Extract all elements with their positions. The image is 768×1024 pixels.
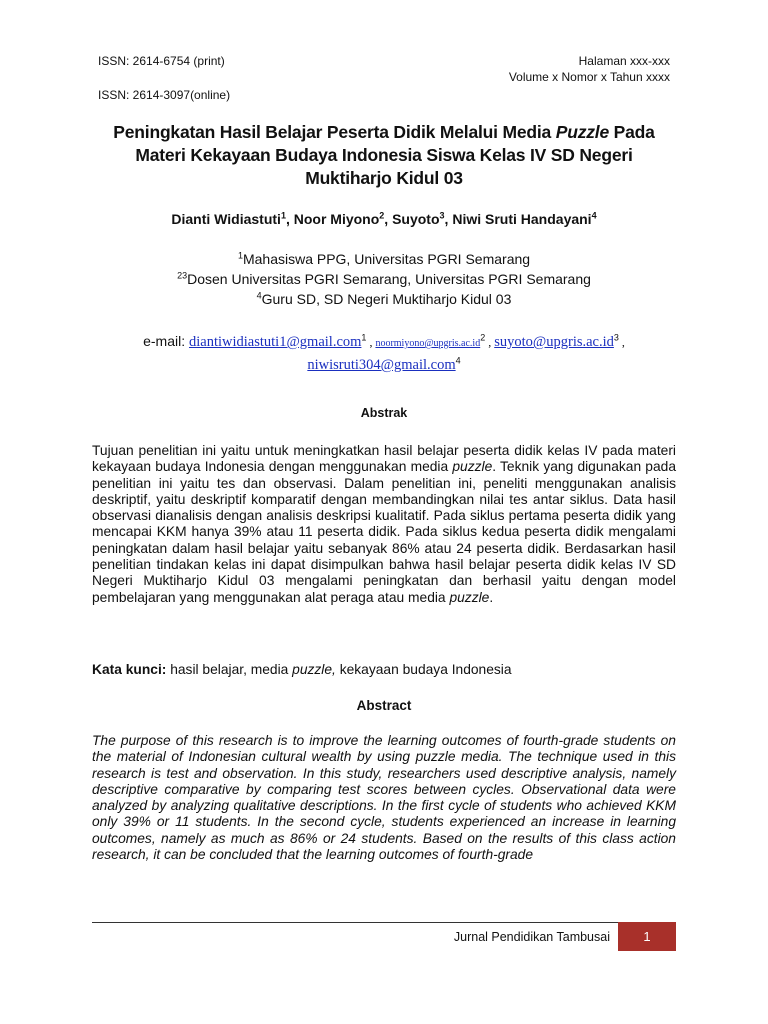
email-link[interactable]: diantiwidiastuti1@gmail.com [188, 334, 362, 350]
author: Niwi Sruti Handayani [452, 211, 592, 227]
page-number: 1 [618, 922, 676, 951]
author: Suyoto [392, 211, 440, 227]
keywords-label: Kata kunci: [92, 662, 167, 677]
email-link[interactable]: niwisruti304@gmail.com [307, 357, 456, 373]
abstrak-heading: Abstrak [360, 406, 408, 420]
email-label: e-mail: [143, 333, 189, 349]
footer-journal-name: Jurnal Pendidikan Tambusai [453, 930, 610, 944]
email-link[interactable]: suyoto@upgris.ac.id [494, 334, 614, 350]
issn-online: ISSN: 2614-3097(online) [98, 88, 231, 102]
affiliation: $^4$Guru SD, SD Negeri Muktiharjo Kidul 03 [256, 290, 512, 307]
abstract-heading: Abstract [356, 698, 412, 713]
abstract-text: The purpose of this research is to improve the learning outcomes of fourth-grade students on the material of Indonesian cultural wealth by using puzzle media. The technique used in this research is test and observation. In this study, researchers used descriptive analysis, namely descriptive comparative by comparing test scores between cycles. Observational data were analyzed by analyzing qualitative descriptions. In the first cycle of students who achieved KKM only 39% or 11 students. In the second cycle, students experienced an increase in learning outcomes, namely as much as 86% or 24 students. Based on the results of this class action research, it can be concluded that the learning outcomes of fourth-grade [92, 733, 676, 863]
abstrak-text: Tujuan penelitian ini yaitu untuk meningkatkan hasil belajar peserta didik kelas IV pada materi kekayaan budaya Indonesia dengan menggunakan media puzzle. Teknik yang digunakan pada penelitian ini yaitu tes dan observasi. Dalam penelitian ini, peneliti menggunakan analisis deskriptif, yaitu deskriptif komparatif dengan membandingkan nilai tes antar siklus. Data hasil observasi dianalisis dengan analisis deskripsi kualitatif. Pada siklus pertama peserta didik yang mencapai KKM hanya 39% atau 11 peserta didik. Pada siklus kedua peserta didik mengalami peningkatan dalam hasil belajar yaitu sebanyak 86% atau 24 peserta didik. Berdasarkan hasil penelitian tindakan kelas ini dapat disimpulkan bahwa hasil belajar peserta didik kelas IV SD Negeri Muktiharjo Kidul 03 mengalami peningkatan dan berhasil yaitu dengan model pembelajaran yang menggunakan alat peraga atau media puzzle. [92, 443, 677, 605]
author: Noor Miyono [293, 211, 380, 227]
email-link[interactable]: noormiyono@upgris.ac.id [375, 338, 481, 349]
footer-divider [92, 922, 676, 923]
author: Dianti Widiastuti [171, 211, 281, 227]
volume-info: Volume x Nomor x Tahun xxxx [508, 70, 670, 84]
header-right [509, 53, 670, 85]
author-list: Dianti Widiastuti$^1$, Noor Miyono$^2$, Suyoto$^3$, Niwi Sruti Handayani$^4$ [171, 210, 597, 227]
affiliation: $^1$Mahasiswa PPG, Universitas PGRI Semarang [237, 250, 531, 267]
issn-print: ISSN: 2614-6754 (print) [98, 54, 225, 68]
page-range: Halaman xxx-xxx [578, 54, 670, 68]
affiliations [90, 249, 678, 309]
keywords: Kata kunci: hasil belajar, media puzzle, kekayaan budaya Indonesia [92, 662, 512, 677]
affiliation: $^{23}$Dosen Universitas PGRI Semarang, Universitas PGRI Semarang [177, 270, 591, 287]
email-block: e-mail: diantiwidiastuti1@gmail.com$^1$ , $noormiyono@upgris.ac.id^2$ , $suyoto@upgris.ac.id^3$ , niwisruti304@gmail.com$^4$ [143, 332, 625, 373]
title-italic: Puzzle [555, 122, 609, 142]
paper-title: Peningkatan Hasil Belajar Peserta Didik Melalui Media Puzzle Pada Materi Kekayaan Budaya Indonesia Siswa Kelas IV SD Negeri Muktiharjo Kidul 03 [113, 122, 655, 188]
